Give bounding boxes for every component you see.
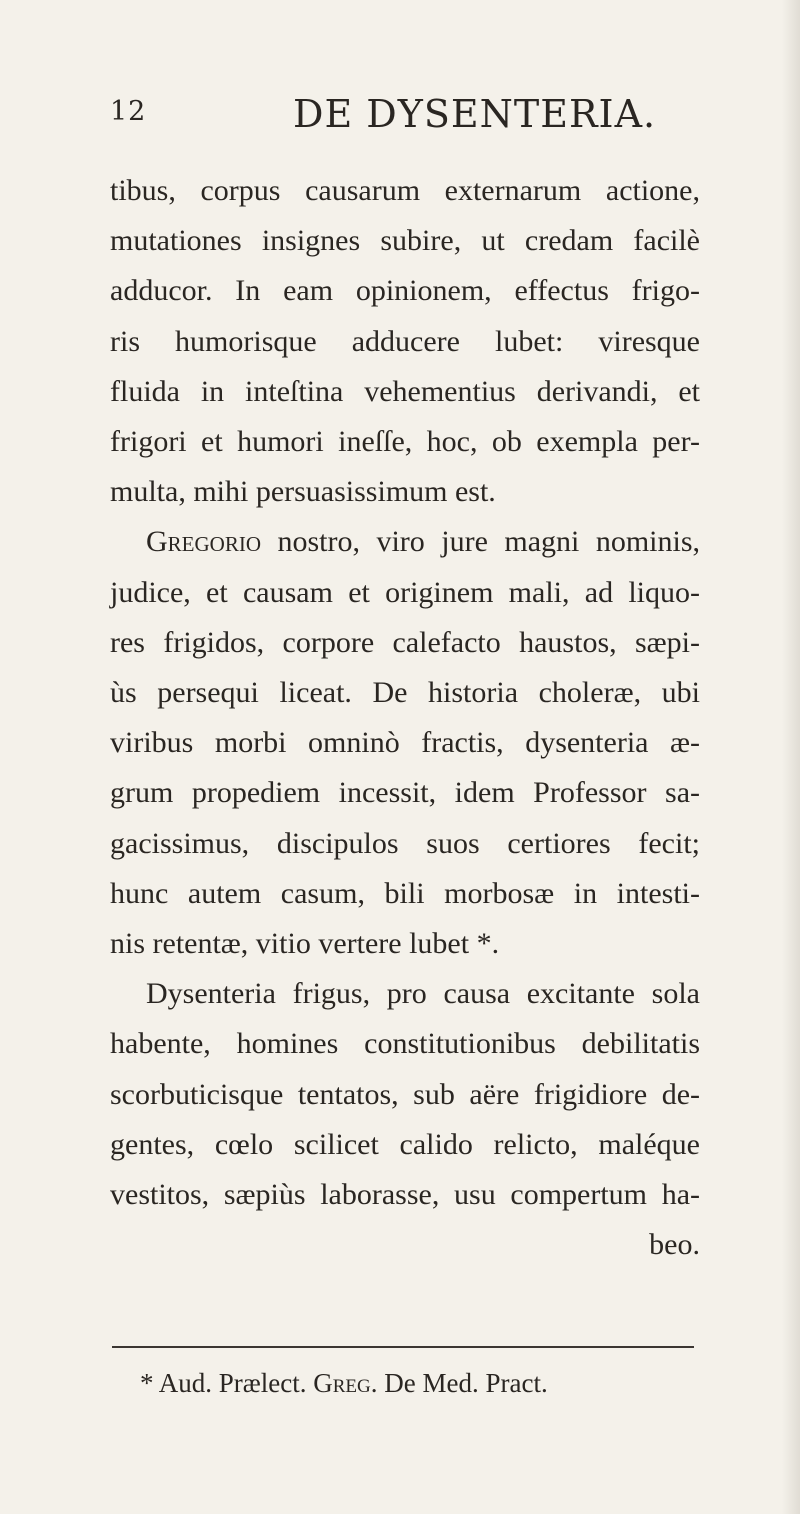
- page-edge-shadow: [782, 0, 800, 1514]
- text-line: nis retentæ, vitio vertere lubet *.: [110, 927, 500, 961]
- text-line: adducor. In eam opinionem, effectus frigo-: [110, 274, 700, 308]
- footnote-author-small-caps: Greg.: [313, 1368, 378, 1398]
- text-line: vestitos, sæpiùs laborasse, usu compertum ha-: [110, 1178, 700, 1212]
- text-line-paragraph-start: Dysenteria frigus, pro causa excitante sola: [146, 977, 700, 1011]
- footnote: [140, 1368, 700, 1399]
- author-name-small-caps: Gregorio: [146, 525, 261, 559]
- body-text: [110, 166, 700, 1270]
- text-line: fluida in inteſtina vehementius derivandi, et: [110, 374, 700, 408]
- text-line: grum propediem incessit, idem Professor sa-: [110, 776, 700, 810]
- text-line: habente, homines constitutionibus debilitatis: [110, 1027, 700, 1061]
- text-line: ùs persequi liceat. De historia choleræ, ubi: [110, 676, 700, 710]
- text-line: mutationes insignes subire, ut credam facilè: [110, 224, 700, 258]
- running-title: DE DYSENTERIA.: [293, 92, 657, 136]
- text-line: viribus morbi omninò fractis, dysenteria æ-: [110, 726, 700, 760]
- text-line: gentes, cœlo scilicet calido relicto, maléque: [110, 1127, 700, 1161]
- text-line: frigori et humori ineſſe, hoc, ob exempla per-: [110, 425, 700, 459]
- footnote-text-after: De Med. Pract.: [384, 1368, 548, 1398]
- footnote-rule: [112, 1346, 694, 1348]
- text-line: judice, et causam et originem mali, ad liquo-: [110, 575, 700, 609]
- text-line: ris humorisque adducere lubet: viresque: [110, 324, 700, 358]
- text-line-catchword: beo.: [649, 1228, 700, 1262]
- running-head: [110, 92, 700, 152]
- text-line-paragraph-start: [110, 517, 700, 567]
- page-number: 12: [110, 96, 147, 127]
- footnote-marker: *: [140, 1368, 154, 1398]
- text-line: hunc autem casum, bili morbosæ in intesti-: [110, 876, 700, 910]
- footnote-text-before: Aud. Prælect.: [158, 1368, 307, 1398]
- text-line: multa, mihi persuasissimum est.: [110, 475, 496, 509]
- text-line: scorbuticisque tentatos, sub aëre frigidiore de-: [110, 1077, 700, 1111]
- text-line: res frigidos, corpore calefacto haustos, sæpi-: [110, 625, 700, 659]
- text-line: gacissimus, discipulos suos certiores fecit;: [110, 826, 700, 860]
- text-line-rest: nostro, viro jure magni nominis,: [277, 525, 701, 559]
- text-line: tibus, corpus causarum externarum actione,: [110, 174, 700, 207]
